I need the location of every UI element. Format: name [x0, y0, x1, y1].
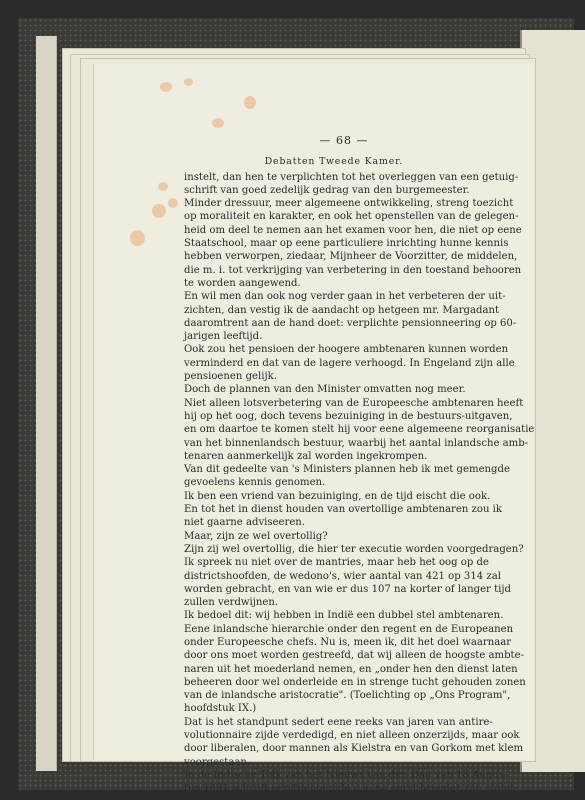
foxing-stain: [160, 82, 172, 92]
foxing-stain: [152, 204, 166, 218]
text-line: instelt, dan hen te verplichten tot het overleggen van een getuig-: [184, 171, 519, 183]
text-line: Niet alleen lotsverbetering van de Europeesche ambtenaren heeft: [184, 397, 524, 409]
foxing-stain: [130, 230, 145, 246]
text-line: van de inlandsche aristocratie". (Toelichting op „Ons Program",: [184, 690, 511, 702]
text-line: en om daartoe te komen stelt hij voor eene algemeene reorganisatie: [184, 424, 535, 436]
text-line: tenaren aanmerkelijk zal worden ingekrompen.: [184, 450, 428, 462]
text-line: verminderd en dat van de lagere verhoogd. In Engeland zijn alle: [184, 357, 515, 369]
text-line: die m. i. tot verkrijging van verbetering in den toestand behooren: [184, 264, 522, 276]
foxing-stain: [168, 198, 178, 208]
text-line: jarigen leeftijd.: [184, 331, 263, 343]
text-line: op moraliteit en karakter, en ook het openstellen van de gelegen-: [184, 211, 519, 223]
foxing-stain: [158, 182, 168, 191]
text-line: Staatschool, maar op eene particuliere inrichting hunne kennis: [184, 238, 509, 250]
text-line: hebben verworpen, ziedaar, Mijnheer de Voorzitter, de middelen,: [184, 251, 518, 263]
text-line: Ook zou het pensioen der hoogere ambtenaren kunnen worden: [184, 344, 509, 356]
body-text: [184, 171, 535, 796]
text-line: schrift van goed zedelijk gedrag van den burgemeester.: [184, 184, 470, 196]
text-line: Doch de plannen van den Minister omvatten nog meer.: [184, 384, 466, 396]
text-line: beheeren door wel onderleide en in strenge tucht gehouden zonen: [184, 676, 526, 688]
text-line: hoofdstuk IX.): [184, 703, 257, 715]
text-line: te worden aangewend.: [184, 277, 301, 289]
text-line: door ons moet worden gestreefd, dat wij alleen de hoogste ambte-: [184, 650, 524, 662]
text-line: Zijn zij wel overtollig, die hier ter executie worden voorgedragen?: [184, 543, 524, 555]
text-line: daaromtrent aan de hand doet: verplichte pensionneering op 60-: [184, 317, 517, 329]
text-line: tus 1891 schrijft eerstgenoemde o.a. na eerst breeder zijn stand-: [184, 783, 517, 795]
text-line: onder Europeesche chefs. Nu is, meen ik, dit het doel waarnaar: [184, 636, 512, 648]
text-line: Ik ben een vriend van bezuiniging, en de tijd eischt die ook.: [184, 490, 491, 502]
text-line: worden gebracht, en van wie er dus 107 na korter of langer tijd: [184, 583, 511, 595]
text-line: En tot het in dienst houden van overtollige ambtenaren zou ik: [184, 504, 503, 516]
text-line: heid om deel te nemen aan het examen voor hen, die niet op eene: [184, 224, 522, 236]
text-line: Minder dressuur, meer algemeene ontwikkeling, streng toezicht: [184, 198, 514, 210]
text-line: Ik bedoel dit: wij hebben in Indië een dubbel stel ambtenaren.: [184, 610, 504, 622]
text-line: Van dit gedeelte van 's Ministers plannen heb ik met gemengde: [184, 464, 510, 476]
text-line: zichten, dan vestig ik de aandacht op hetgeen mr. Margadant: [184, 304, 500, 316]
text-line: volutionnaire zijde verdedigd, en niet alleen onzerzijds, maar ook: [184, 730, 520, 742]
text-line: Maar, zijn ze wel overtollig?: [184, 530, 328, 542]
book-page: [94, 64, 535, 795]
text-line: districtshoofden, de wedono's, wier aantal van 421 op 314 zal: [184, 570, 501, 582]
text-line: Ik spreek nu niet over de mantries, maar heb het oog op de: [184, 557, 489, 569]
text-line: gevoelens kennis genomen.: [184, 477, 326, 489]
text-line: hij op het oog, doch tevens bezuiniging in de bestuurs-uitgaven,: [184, 410, 513, 422]
text-line: door liberalen, door mannen als Kielstra en van Gorkom met klem: [184, 743, 524, 755]
text-line: niet gaarne adviseeren.: [184, 517, 306, 529]
text-line: pensioenen gelijk.: [184, 371, 277, 383]
text-line: Dat is het standpunt sedert eene reeks van jaren van antire-: [184, 716, 493, 728]
text-line: naren uit het moederland nemen, en „onder hen den dienst laten: [184, 663, 518, 675]
text-line: Eene inlandsche hierarchie onder den regent en de Europeanen: [184, 623, 514, 635]
page-number: — 68 —: [319, 134, 369, 147]
running-header: Debatten Tweede Kamer.: [264, 156, 404, 168]
text-line: zullen verdwijnen.: [184, 597, 279, 609]
text-line: van het binnenlandsch bestuur, waarbij het aantal inlandsche amb-: [184, 437, 529, 449]
cover-inner-edge: [36, 36, 57, 771]
page-text: [184, 74, 535, 796]
text-line: In de Indische Tolk van het Nieuws van den Dag van 18 Augus-: [184, 769, 508, 781]
text-line: En wil men dan ook nog verder gaan in het verbeteren der uit-: [184, 291, 506, 303]
text-line: voorgestaan.: [184, 756, 251, 768]
